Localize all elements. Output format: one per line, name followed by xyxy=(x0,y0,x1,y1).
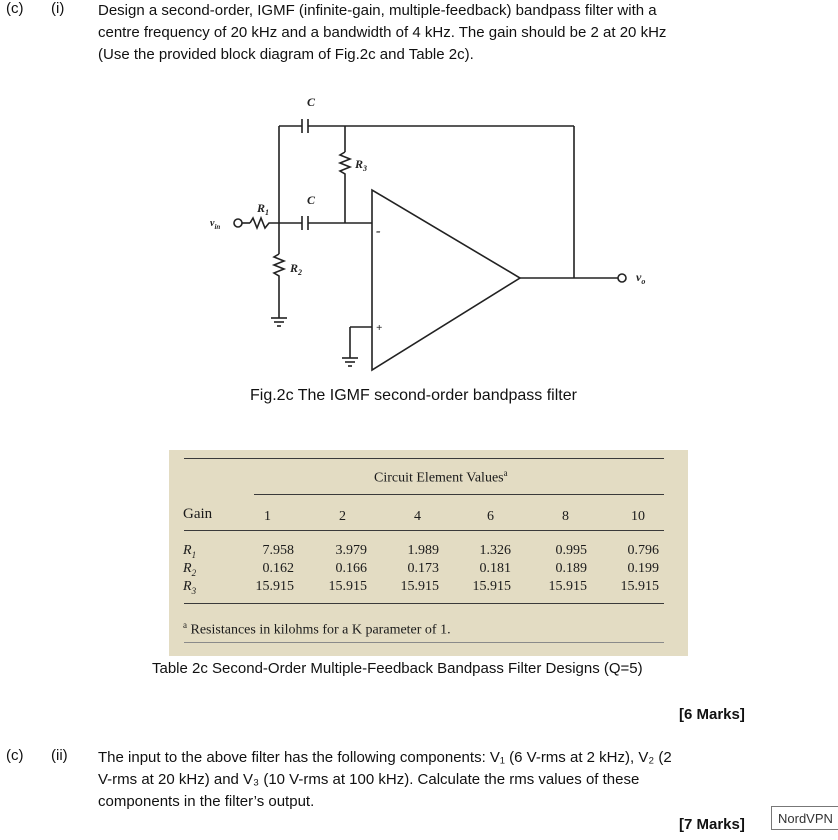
label-plus: + xyxy=(376,322,383,334)
q2-line-1: The input to the above filter has the following components: V₁ (6 V-rms at 2 kHz), V₂ (2 xyxy=(98,749,672,766)
gain-8: 8 xyxy=(562,509,569,524)
row-label-r3: $R_3$ xyxy=(183,579,197,596)
cell: 15.915 xyxy=(472,579,511,594)
q1-text xyxy=(98,0,828,66)
table-title: Circuit Element Values$^a$ xyxy=(374,468,508,486)
gain-1: 1 xyxy=(264,509,271,524)
figure-caption: Fig.2c The IGMF second-order bandpass filter xyxy=(250,387,577,404)
label-c-mid: C xyxy=(307,193,316,207)
table-top-rule xyxy=(184,458,664,459)
label-minus: - xyxy=(376,224,381,239)
cell: 15.915 xyxy=(255,579,294,594)
label-r3: $R_3$ xyxy=(355,157,368,173)
cell: 0.166 xyxy=(335,561,367,576)
cell: 0.173 xyxy=(407,561,439,576)
label-r1: $R_1$ xyxy=(257,201,270,217)
cell: 15.915 xyxy=(328,579,367,594)
q1-line-3: (Use the provided block diagram of Fig.2c and Table 2c). xyxy=(98,46,474,63)
cell: 1.326 xyxy=(479,543,511,558)
q2-text xyxy=(98,747,798,813)
table-footnote: $^a$ Resistances in kilohms for a K parameter of 1. xyxy=(183,620,451,638)
vo-terminal xyxy=(618,274,626,282)
table-bottom-rule xyxy=(184,603,664,604)
label-vin: $v_{in}$ xyxy=(210,218,221,231)
cell: 15.915 xyxy=(548,579,587,594)
resistor-r1 xyxy=(250,218,279,228)
gain-10: 10 xyxy=(631,509,645,524)
q2-line-2: V-rms at 20 kHz) and V₃ (10 V-rms at 100 kHz). Calculate the rms values of these xyxy=(98,771,640,788)
table-header-rule xyxy=(184,530,664,531)
label-c-top: C xyxy=(307,95,316,109)
table-sub-rule xyxy=(254,494,664,495)
table-caption: Table 2c Second-Order Multiple-Feedback Bandpass Filter Designs (Q=5) xyxy=(152,660,643,677)
label-r2: $R_2$ xyxy=(290,261,303,277)
label-vo: $v_o$ xyxy=(636,270,646,286)
q2-marks: [7 Marks] xyxy=(679,816,745,833)
cell: 15.915 xyxy=(400,579,439,594)
table-footer-rule xyxy=(184,642,664,643)
resistor-r3 xyxy=(340,152,350,223)
q1-marks: [6 Marks] xyxy=(679,706,745,723)
gain-2: 2 xyxy=(339,509,346,524)
row-label-r1: $R_1$ xyxy=(183,543,197,560)
q2-part-label: (c) xyxy=(6,747,24,764)
q1-part-label: (c) xyxy=(6,0,24,17)
gain-4: 4 xyxy=(414,509,421,524)
cell: 0.796 xyxy=(627,543,659,558)
table-2c xyxy=(169,450,688,656)
vin-terminal xyxy=(234,219,242,227)
op-amp xyxy=(372,190,520,370)
nordvpn-overlay-button[interactable]: NordVPN xyxy=(771,806,838,830)
cell: 15.915 xyxy=(620,579,659,594)
q1-line-2: centre frequency of 20 kHz and a bandwidth of 4 kHz. The gain should be 2 at 20 kHz xyxy=(98,24,667,41)
resistor-r2 xyxy=(274,254,284,318)
cell: 0.199 xyxy=(627,561,659,576)
q1-sub-label: (i) xyxy=(51,0,65,17)
cell: 1.989 xyxy=(407,543,439,558)
cell: 3.979 xyxy=(335,543,367,558)
gain-label: Gain xyxy=(183,506,213,522)
cell: 0.181 xyxy=(479,561,511,576)
q2-line-3: components in the filter’s output. xyxy=(98,793,315,810)
row-label-r2: $R_2$ xyxy=(183,561,197,578)
cell: 0.189 xyxy=(555,561,587,576)
q1-line-1: Design a second-order, IGMF (infinite-gain, multiple-feedback) bandpass filter with a xyxy=(98,2,657,19)
cell: 0.995 xyxy=(555,543,587,558)
cell: 0.162 xyxy=(262,561,294,576)
circuit-diagram xyxy=(190,90,670,380)
cell: 7.958 xyxy=(262,543,294,558)
gain-6: 6 xyxy=(487,509,494,524)
q2-sub-label: (ii) xyxy=(51,747,68,764)
